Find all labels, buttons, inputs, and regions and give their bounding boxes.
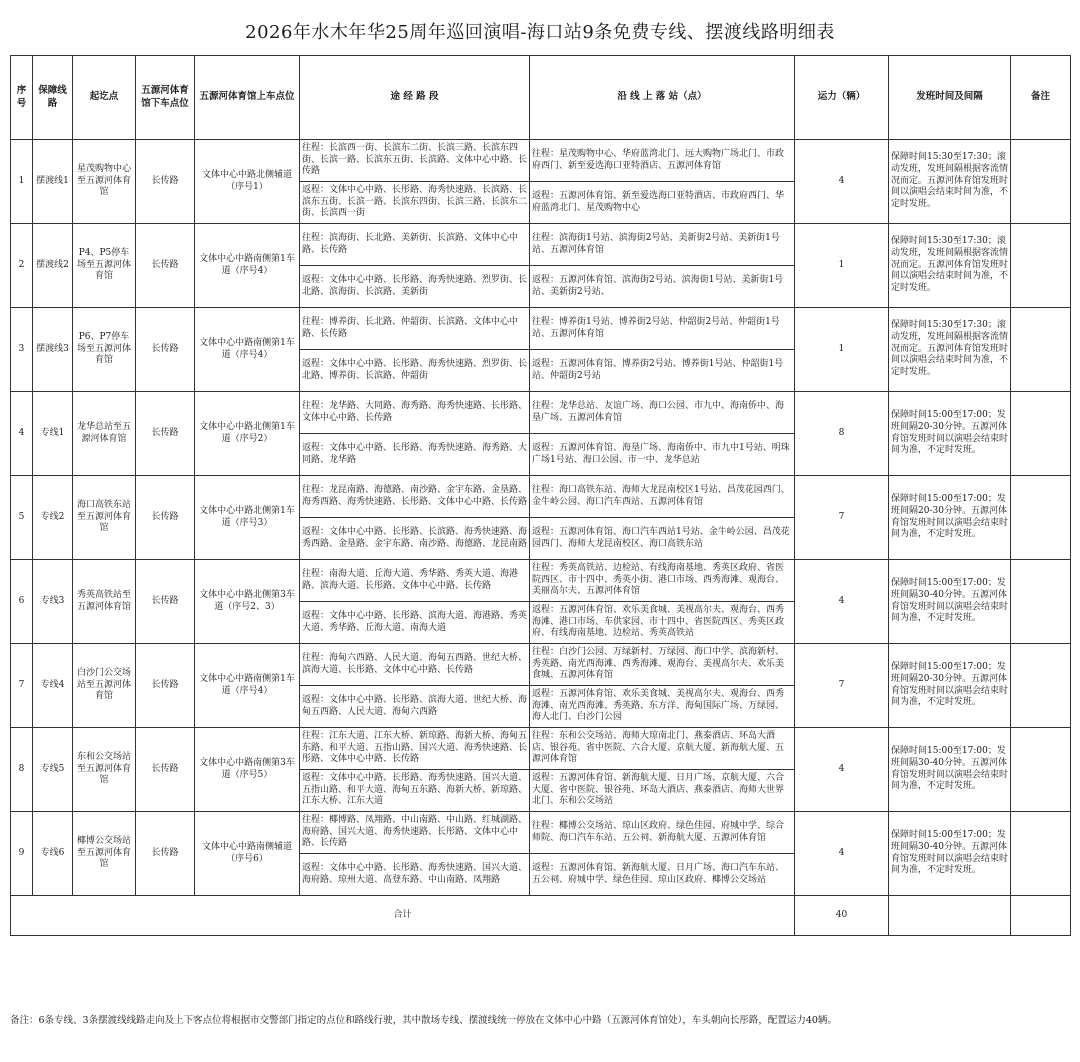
row-return-stops: 返程：五源河体育馆、博养街2号站、博养街1号站、仲韶街1号站、仲韶街2号站 [530,350,795,392]
row-seq: 3 [11,308,33,392]
row-pickup: 文体中心中路南侧第3车道（序号5） [195,728,300,812]
row-seq: 9 [11,812,33,896]
row-return-stops: 返程：五源河体育馆、新海航大厦、日月广场、海口汽车东站、五公祠、府城中学、绿色佳园、琼山区政府、椰博公交场站 [530,854,795,896]
header-row [11,56,1071,140]
row-seq: 1 [11,140,33,224]
row-remark [1011,308,1071,392]
row-line: 专线5 [33,728,73,812]
row-dropoff: 长传路 [136,644,195,728]
table-row [11,728,1071,770]
header-remark: 备注 [1011,56,1071,140]
row-line: 专线1 [33,392,73,476]
row-outbound-stops: 往程：东和公交场站、海师大琼南北门、燕泰酒店、环岛大酒店、银谷苑、省中医院、六合大厦、京航大厦、新海航大厦、五源河体育馆 [530,728,795,770]
table-row [11,644,1071,686]
row-dropoff: 长传路 [136,392,195,476]
row-outbound-path: 往程：江东大道、江东大桥、新琼路、海新大桥、海甸五东路、和平大道、五指山路、国兴大道、海秀快速路、长彤路、文体中心中路、长传路 [300,728,530,770]
row-dropoff: 长传路 [136,224,195,308]
total-row [11,896,1071,936]
row-return-path: 返程：文体中心中路、长彤路、海秀快速路、国兴大道、五指山路、和平大道、海甸五东路、海新大桥、新琼路、江东大桥、江东大道 [300,770,530,812]
row-remark [1011,812,1071,896]
row-return-stops: 返程：五源河体育馆、新海航大厦、日月广场、京航大厦、六合大厦、省中医院、银谷苑、环岛大酒店、燕泰酒店、海师大世界北门、东和公交场站 [530,770,795,812]
row-return-stops: 返程：五源河体育馆、海口汽车西站1号站、金牛岭公园、昌茂花园西门、海师大龙昆南校区、海口高铁东站 [530,518,795,560]
header-seq: 序号 [11,56,33,140]
row-route: P4、P5停车场至五源河体育馆 [73,224,136,308]
row-dropoff: 长传路 [136,476,195,560]
row-outbound-stops: 往程：秀英高铁站、边检站、有线海南基地、秀英区政府、省医院西区、市十四中、秀英小街、港口市场、西秀海滩、观海台、美丽高尔夫、五源河体育馆 [530,560,795,602]
row-time: 保障时间15:00至17:00；发班间隔20-30分钟。五源河体育馆发班时间以演唱会结束时间为准，不定时发班。 [889,644,1011,728]
row-time: 保障时间15:00至17:00；发班间隔20-30分钟。五源河体育馆发班时间以演唱会结束时间为准，不定时发班。 [889,392,1011,476]
table-row [11,392,1071,434]
row-outbound-stops: 往程：博养街1号站、博养街2号站、仲韶街2号站、仲韶街1号站、五源河体育馆 [530,308,795,350]
row-seq: 2 [11,224,33,308]
row-seq: 6 [11,560,33,644]
row-return-stops: 返程：五源河体育馆、滨海街2号站、滨海街1号站、美新街1号站、美新街2号站、 [530,266,795,308]
total-capacity: 40 [795,896,889,936]
total-remark-empty [1011,896,1071,936]
table-row [11,224,1071,266]
row-outbound-path: 往程：海甸六西路、人民大道、海甸五西路、世纪大桥、滨海大道、长彤路、文体中心中路、长传路 [300,644,530,686]
row-outbound-stops: 往程：龙华总站、友谊广场、海口公园、市九中、海南侨中、海垦广场、五源河体育馆 [530,392,795,434]
row-line: 专线4 [33,644,73,728]
row-remark [1011,476,1071,560]
table-row [11,140,1071,182]
row-outbound-path: 往程：长滨西一街、长滨东二街、长滨三路、长滨东四街、长滨一路、长滨东五街、长滨路、文体中心中路、长传路 [300,140,530,182]
table-row [11,812,1071,854]
header-line: 保障线路 [33,56,73,140]
row-pickup: 文体中心中路南侧辅道（序号6） [195,812,300,896]
row-outbound-path: 往程：龙华路、大同路、海秀路、海秀快速路、长彤路、文体中心中路、长传路 [300,392,530,434]
row-outbound-stops: 往程：海口高铁东站、海师大龙昆南校区1号站、昌茂花园西门、金牛岭公园、海口汽车西站、五源河体育馆 [530,476,795,518]
row-outbound-path: 往程：滨海街、长北路、美新街、长滨路、文体中心中路、长传路 [300,224,530,266]
header-stops: 沿 线 上 落 站（点） [530,56,795,140]
row-route: 海口高铁东站至五源河体育馆 [73,476,136,560]
row-route: 星茂购物中心至五源河体育馆 [73,140,136,224]
row-pickup: 文体中心中路北侧辅道（序号1） [195,140,300,224]
row-capacity: 1 [795,308,889,392]
table-row [11,308,1071,350]
row-line: 专线6 [33,812,73,896]
page-title: 2026年水木年华25周年巡回演唱-海口站9条免费专线、摆渡线路明细表 [245,22,835,43]
row-route: 龙华总站至五源河体育馆 [73,392,136,476]
row-return-path: 返程：文体中心中路、长彤路、海秀快速路、海秀路、大同路、龙华路 [300,434,530,476]
row-capacity: 7 [795,644,889,728]
row-capacity: 4 [795,140,889,224]
row-outbound-path: 往程：博养街、长北路、仲韶街、长滨路、文体中心中路、长传路 [300,308,530,350]
footer-note: 备注：6条专线、3条摆渡线线路走向及上下客点位将根据市交警部门指定的点位和路线行驶，其中散场专线、摆渡线统一停放在文体中心中路（五源河体育馆处），车头朝向长彤路，配置运力40辆。 [10,1015,837,1026]
row-capacity: 7 [795,476,889,560]
header-pickup: 五源河体育馆上车点位 [195,56,300,140]
row-time: 保障时间15:00至17:00；发班间隔30-40分钟。五源河体育馆发班时间以演唱会结束时间为准，不定时发班。 [889,728,1011,812]
header-time: 发班时间及间隔 [889,56,1011,140]
header-route: 起讫点 [73,56,136,140]
row-return-path: 返程：文体中心中路、长彤路、滨海大道、海港路、秀英大道、秀华路、丘海大道、南海大道 [300,602,530,644]
row-pickup: 文体中心中路北侧第1车道（序号3） [195,476,300,560]
route-table [10,55,1071,936]
row-remark [1011,140,1071,224]
total-label: 合计 [11,896,795,936]
row-outbound-stops: 往程：滨海街1号站、滨海街2号站、美新街2号站、美新街1号站、五源河体育馆 [530,224,795,266]
row-seq: 7 [11,644,33,728]
row-return-stops: 返程：五源河体育馆、欢乐美食城、美视高尔夫、观海台、西秀海滩、港口市场、车供家园、市十四中、省医院西区、秀英区政府、有线海南基地、边检站、秀英高铁站 [530,602,795,644]
row-line: 专线2 [33,476,73,560]
row-time: 保障时间15:00至17:00；发班间隔20-30分钟。五源河体育馆发班时间以演唱会结束时间为准，不定时发班。 [889,476,1011,560]
row-time: 保障时间15:00至17:00；发班间隔30-40分钟。五源河体育馆发班时间以演唱会结束时间为准，不定时发班。 [889,812,1011,896]
header-path: 途 经 路 段 [300,56,530,140]
row-outbound-path: 往程：龙昆南路、海德路、南沙路、金宇东路、金垦路、海秀西路、海秀快速路、长彤路、文体中心中路、长传路 [300,476,530,518]
row-route: 秀英高铁站至五源河体育馆 [73,560,136,644]
row-return-path: 返程：文体中心中路、长彤路、海秀快速路、烈罗街、长北路、滨海街、长滨路、美新街 [300,266,530,308]
row-seq: 5 [11,476,33,560]
row-capacity: 8 [795,392,889,476]
row-capacity: 4 [795,812,889,896]
row-remark [1011,392,1071,476]
row-pickup: 文体中心中路南侧第1车道（序号4） [195,224,300,308]
row-dropoff: 长传路 [136,728,195,812]
row-return-path: 返程：文体中心中路、长彤路、海秀快速路、国兴大道、海府路、琼州大道、高登东路、中山南路、凤翔路 [300,854,530,896]
row-outbound-stops: 往程：白沙门公园、万绿新村、万绿园、海口中学、滨海新村、秀英路、南光西海滩、西秀海滩、观海台、美视高尔夫、欢乐美食城、五源河体育馆 [530,644,795,686]
row-remark [1011,560,1071,644]
header-capacity: 运力（辆） [795,56,889,140]
row-route: 东和公交场站至五源河体育馆 [73,728,136,812]
row-outbound-stops: 往程：椰博公交场站、琼山区政府、绿色佳园、府城中学、综合师院、海口汽车东站、五公祠、新海航大厦、五源河体育馆 [530,812,795,854]
table-row [11,560,1071,602]
row-dropoff: 长传路 [136,560,195,644]
row-outbound-path: 往程：椰博路、凤翔路、中山南路、中山路、红城湖路、海府路、国兴大道、海秀快速路、长彤路、文体中心中路、长传路 [300,812,530,854]
row-return-stops: 返程：五源河体育馆、新至爱选海口亚特酒店、市政府西门、华府蓝湾北门、星茂购物中心 [530,182,795,224]
row-return-stops: 返程：五源河体育馆、欢乐美食城、美视高尔夫、观海台、西秀海滩、南光西海滩、秀英路、东方洋、海甸国际广场、万绿园、海人北门、白沙门公园 [530,686,795,728]
total-time-empty [889,896,1011,936]
row-return-path: 返程：文体中心中路、长彤路、长滨路、海秀快速路、海秀西路、金垦路、金宇东路、南沙路、海德路、龙昆南路 [300,518,530,560]
header-dropoff: 五源河体育馆下车点位 [136,56,195,140]
row-capacity: 4 [795,560,889,644]
row-route: P6、P7停车场至五源河体育馆 [73,308,136,392]
row-return-path: 返程：文体中心中路、长彤路、海秀快速路、烈罗街、长北路、博养街、长滨路、仲韶街 [300,350,530,392]
row-return-path: 返程：文体中心中路、长彤路、海秀快速路、长滨路、长滨东五街、长滨一路、长滨东四街、长滨三路、长滨东二街、长滨西一街 [300,182,530,224]
row-line: 专线3 [33,560,73,644]
row-time: 保障时间15:30至17:30；滚动发班，发班间隔根据客流情况而定。五源河体育馆发班时间以演唱会结束时间为准，不定时发班。 [889,308,1011,392]
row-line: 摆渡线2 [33,224,73,308]
row-route: 椰博公交场站至五源河体育馆 [73,812,136,896]
row-return-path: 返程：文体中心中路、长彤路、滨海大道、世纪大桥、海甸五西路、人民大道、海甸六西路 [300,686,530,728]
row-route: 白沙门公交场站至五源河体育馆 [73,644,136,728]
row-pickup: 文体中心中路北侧第1车道（序号2） [195,392,300,476]
row-remark [1011,224,1071,308]
row-seq: 8 [11,728,33,812]
row-outbound-stops: 往程：星茂购物中心、华府蓝湾北门、远大购物广场北门、市政府西门、新至爱选海口亚特酒店、五源河体育馆 [530,140,795,182]
row-line: 摆渡线1 [33,140,73,224]
row-capacity: 1 [795,224,889,308]
row-remark [1011,728,1071,812]
row-return-stops: 返程：五源河体育馆、海垦广场、海南侨中、市九中1号站、明珠广场1号站、海口公园、市一中、龙华总站 [530,434,795,476]
row-time: 保障时间15:30至17:30；滚动发班，发班间隔根据客流情况而定。五源河体育馆发班时间以演唱会结束时间为准，不定时发班。 [889,140,1011,224]
row-dropoff: 长传路 [136,308,195,392]
row-time: 保障时间15:00至17:00；发班间隔30-40分钟。五源河体育馆发班时间以演唱会结束时间为准，不定时发班。 [889,560,1011,644]
table-row [11,476,1071,518]
row-outbound-path: 往程：南海大道、丘海大道、秀华路、秀英大道、海港路、滨海大道、长彤路、文体中心中路、长传路 [300,560,530,602]
row-capacity: 4 [795,728,889,812]
row-line: 摆渡线3 [33,308,73,392]
row-pickup: 文体中心中路南侧第1车道（序号4） [195,308,300,392]
row-dropoff: 长传路 [136,812,195,896]
row-remark [1011,644,1071,728]
row-seq: 4 [11,392,33,476]
row-time: 保障时间15:30至17:30；滚动发班，发班间隔根据客流情况而定。五源河体育馆发班时间以演唱会结束时间为准，不定时发班。 [889,224,1011,308]
row-pickup: 文体中心中路南侧第1车道（序号4） [195,644,300,728]
row-dropoff: 长传路 [136,140,195,224]
row-pickup: 文体中心中路北侧第3车道（序号2、3） [195,560,300,644]
